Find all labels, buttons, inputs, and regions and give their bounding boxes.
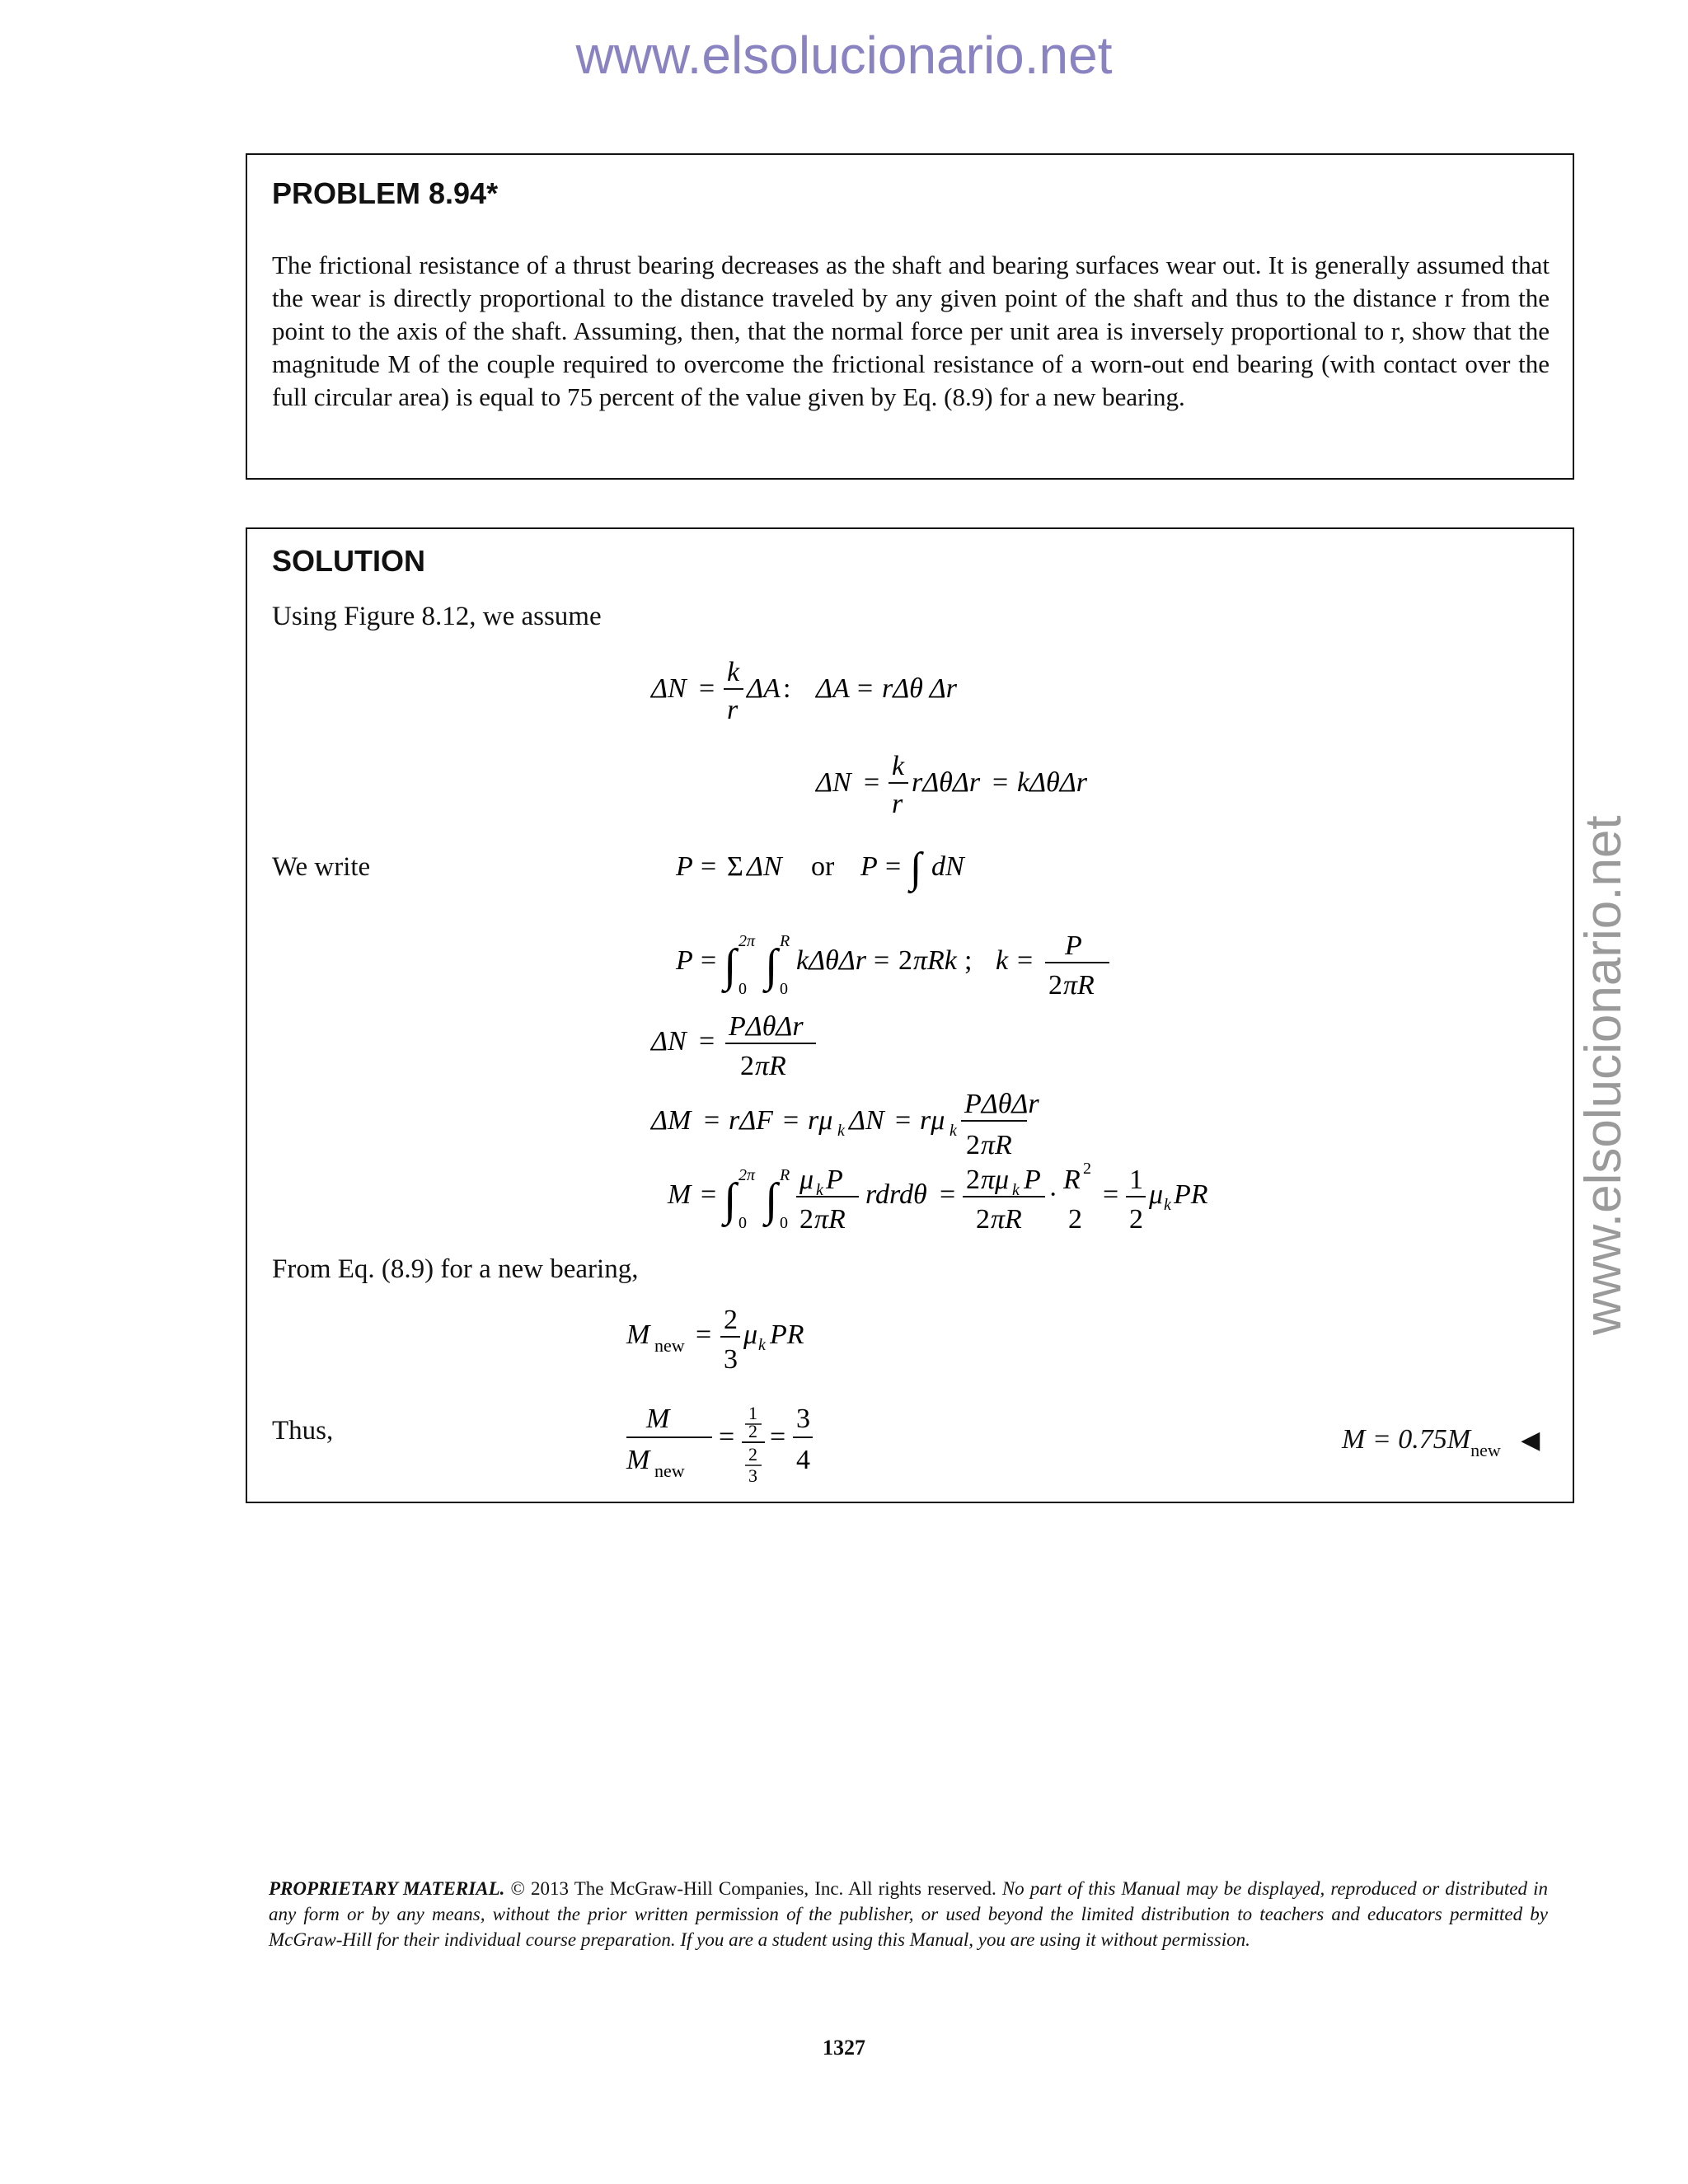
svg-text:2: 2 [976,1204,990,1235]
svg-text:3: 3 [796,1404,810,1434]
svg-text:2: 2 [748,1444,757,1465]
svg-text:πRk: πRk [913,945,957,976]
svg-text:rμ: rμ [920,1105,945,1136]
final-answer-subscript: new [1470,1440,1501,1460]
svg-text:R: R [1063,1165,1081,1195]
svg-text:=: = [701,945,717,976]
equation-m-new [626,1296,874,1378]
watermark-top: www.elsolucionario.net [575,26,1113,85]
equation-m-integral [668,1155,1179,1246]
equation-delta-n-assumption [651,651,981,733]
svg-text:0: 0 [738,980,747,998]
svg-text:kΔθΔr: kΔθΔr [1017,767,1087,798]
svg-text:μ: μ [743,1319,758,1350]
svg-text:M: M [646,1404,670,1434]
solution-title: SOLUTION [272,544,425,578]
svg-text:2: 2 [1068,1204,1082,1235]
svg-text:μ: μ [1149,1179,1164,1210]
svg-text:k: k [816,1181,823,1199]
svg-text:πR: πR [814,1204,846,1235]
equation-delta-n-result [651,1005,898,1088]
svg-text:=: = [696,1319,712,1350]
svg-text:3: 3 [748,1465,757,1486]
svg-text:=: = [940,1179,956,1210]
svg-text:ΔN: ΔN [816,767,851,798]
solution-box [246,527,1574,1503]
svg-text:=: = [719,1422,735,1452]
svg-text:kΔθΔr: kΔθΔr [796,945,866,976]
page-number: 1327 [823,2036,865,2060]
svg-text:πR: πR [991,1204,1022,1235]
svg-text:ΔA: ΔA [747,673,781,704]
svg-text:ΔN: ΔN [651,1026,687,1057]
svg-text:k: k [837,1122,845,1140]
svg-text:M: M [626,1445,650,1475]
svg-text:πR: πR [981,1130,1012,1160]
svg-text:ΔN: ΔN [849,1105,884,1136]
svg-text:=: = [701,851,717,882]
svg-text:Σ: Σ [727,851,743,882]
thus-label: Thus, [272,1416,334,1446]
svg-text:πR: πR [1063,970,1095,1001]
equation-delta-n-expanded [816,745,1113,827]
problem-box [246,153,1574,480]
svg-text:;: ; [964,945,973,976]
svg-text:=: = [770,1422,786,1452]
svg-text:=: = [885,851,902,882]
equation-ratio [626,1394,874,1485]
svg-text:r: r [892,789,903,819]
or-word: or [811,851,835,882]
svg-text:1: 1 [1129,1165,1143,1195]
svg-text:∫: ∫ [724,940,737,991]
proprietary-notice [269,1876,1548,1952]
svg-text:=: = [992,767,1009,798]
permission-text: No part of this Manual may be displayed, reproduced or distributed in any form or by any means, without the prior written permission of the publisher, or used beyond the limited distribution to teachers and educators permitted by McGraw-Hill for their individual course preparation. If you are a student using this Manual, you are using it without permission. [269,1878,1548,1950]
svg-text::: : [783,673,791,704]
from-eq-label: From Eq. (8.9) for a new bearing, [272,1254,639,1284]
svg-text:new: new [654,1460,685,1481]
svg-text:ΔN: ΔN [651,673,687,704]
svg-text:k: k [758,1336,766,1354]
svg-text:=: = [704,1105,720,1136]
equation-p-sum [676,834,1022,908]
solution-intro: Using Figure 8.12, we assume [272,602,602,631]
svg-text:3: 3 [724,1344,738,1375]
svg-text:=: = [699,1026,715,1057]
equation-delta-m [651,1081,1039,1164]
svg-text:=: = [864,767,880,798]
copyright-text: © 2013 The McGraw-Hill Companies, Inc. All rights reserved. [504,1878,1002,1899]
svg-text:R: R [780,932,790,950]
svg-text:·: · [1048,1179,1058,1210]
answer-marker-icon: ◀ [1521,1427,1540,1454]
svg-text:PΔθΔr: PΔθΔr [964,1089,1039,1119]
svg-text:4: 4 [796,1445,810,1475]
svg-text:M: M [668,1179,692,1210]
svg-text:PR: PR [1174,1179,1208,1210]
svg-text:k: k [892,751,905,781]
svg-text:R: R [780,1166,790,1184]
svg-text:PR: PR [770,1319,804,1350]
svg-text:2: 2 [966,1165,980,1195]
svg-text:new: new [654,1335,685,1356]
svg-text:1: 1 [748,1403,757,1423]
svg-text:∫: ∫ [910,845,922,892]
svg-text:0: 0 [738,1214,747,1232]
svg-text:∫: ∫ [765,940,778,991]
svg-text:=: = [895,1105,912,1136]
svg-text:2: 2 [748,1421,757,1441]
svg-text:P: P [826,1165,843,1195]
svg-text:=: = [857,673,874,704]
svg-text:0: 0 [780,1214,788,1232]
svg-text:2: 2 [1129,1204,1143,1235]
svg-text:P: P [1065,930,1082,961]
svg-text:2: 2 [1048,970,1062,1001]
svg-text:=: = [1103,1179,1119,1210]
problem-statement: The frictional resistance of a thrust bearing decreases as the shaft and bearing surfaces wear out. It is generally assumed that the wear is directly proportional to the distance traveled by any given point of the shaft and thus to the distance r from the point to the axis of the shaft. Assuming, then, that the normal force per unit area is inversely proportional to r, show that the magnitude M of the couple required to overcome the frictional resistance of a worn-out end bearing (with contact over the full circular area) is equal to 75 percent of the value given by Eq. (8.9) for a new bearing. [272,251,1550,411]
proprietary-label: PROPRIETARY MATERIAL. [269,1878,505,1899]
svg-text:∫: ∫ [724,1174,737,1226]
svg-text:P: P [676,851,693,882]
svg-text:PΔθΔr: PΔθΔr [729,1011,804,1042]
svg-text:2π: 2π [738,932,756,950]
svg-text:rΔθ Δr: rΔθ Δr [882,673,957,704]
svg-text:ΔN: ΔN [747,851,782,882]
svg-text:k: k [1012,1181,1020,1199]
svg-text:rΔθΔr: rΔθΔr [912,767,981,798]
svg-text:P: P [1024,1165,1041,1195]
svg-text:0: 0 [780,980,788,998]
final-answer-text: M = 0.75M [1342,1424,1471,1455]
equation-m-result-tail [1174,1155,1240,1246]
svg-text:rΔF: rΔF [729,1105,773,1136]
svg-text:πR: πR [755,1051,786,1081]
equation-p-integral [676,921,1121,1012]
svg-text:∫: ∫ [765,1174,778,1226]
svg-text:k: k [1164,1196,1171,1214]
svg-text:2: 2 [740,1051,754,1081]
svg-text:μ: μ [799,1165,814,1195]
svg-text:k: k [950,1122,957,1140]
problem-title: PROBLEM 8.94* [272,176,499,210]
watermark-side: www.elsolucionario.net [1575,815,1632,1335]
svg-text:ΔM: ΔM [651,1105,692,1136]
svg-text:ΔA: ΔA [816,673,850,704]
svg-text:=: = [699,673,715,704]
svg-text:k: k [996,945,1009,976]
svg-text:πμ: πμ [981,1165,1010,1195]
svg-text:2: 2 [724,1305,738,1335]
svg-text:=: = [701,1179,717,1210]
we-write-label: We write [272,852,371,882]
svg-text:P: P [676,945,693,976]
svg-text:dN: dN [931,851,964,882]
svg-text:P: P [860,851,878,882]
svg-text:=: = [783,1105,799,1136]
final-answer [1342,1424,1540,1460]
svg-text:rdrdθ: rdrdθ [865,1179,927,1210]
svg-text:2: 2 [799,1204,814,1235]
svg-text:k: k [727,657,740,687]
svg-text:=: = [874,945,890,976]
svg-text:2π: 2π [738,1166,756,1184]
svg-text:=: = [1017,945,1034,976]
svg-text:2: 2 [898,945,912,976]
svg-text:r: r [727,695,738,725]
svg-text:2: 2 [966,1130,980,1160]
svg-text:M: M [626,1319,650,1350]
svg-text:rμ: rμ [808,1105,833,1136]
svg-text:2: 2 [1083,1160,1091,1178]
